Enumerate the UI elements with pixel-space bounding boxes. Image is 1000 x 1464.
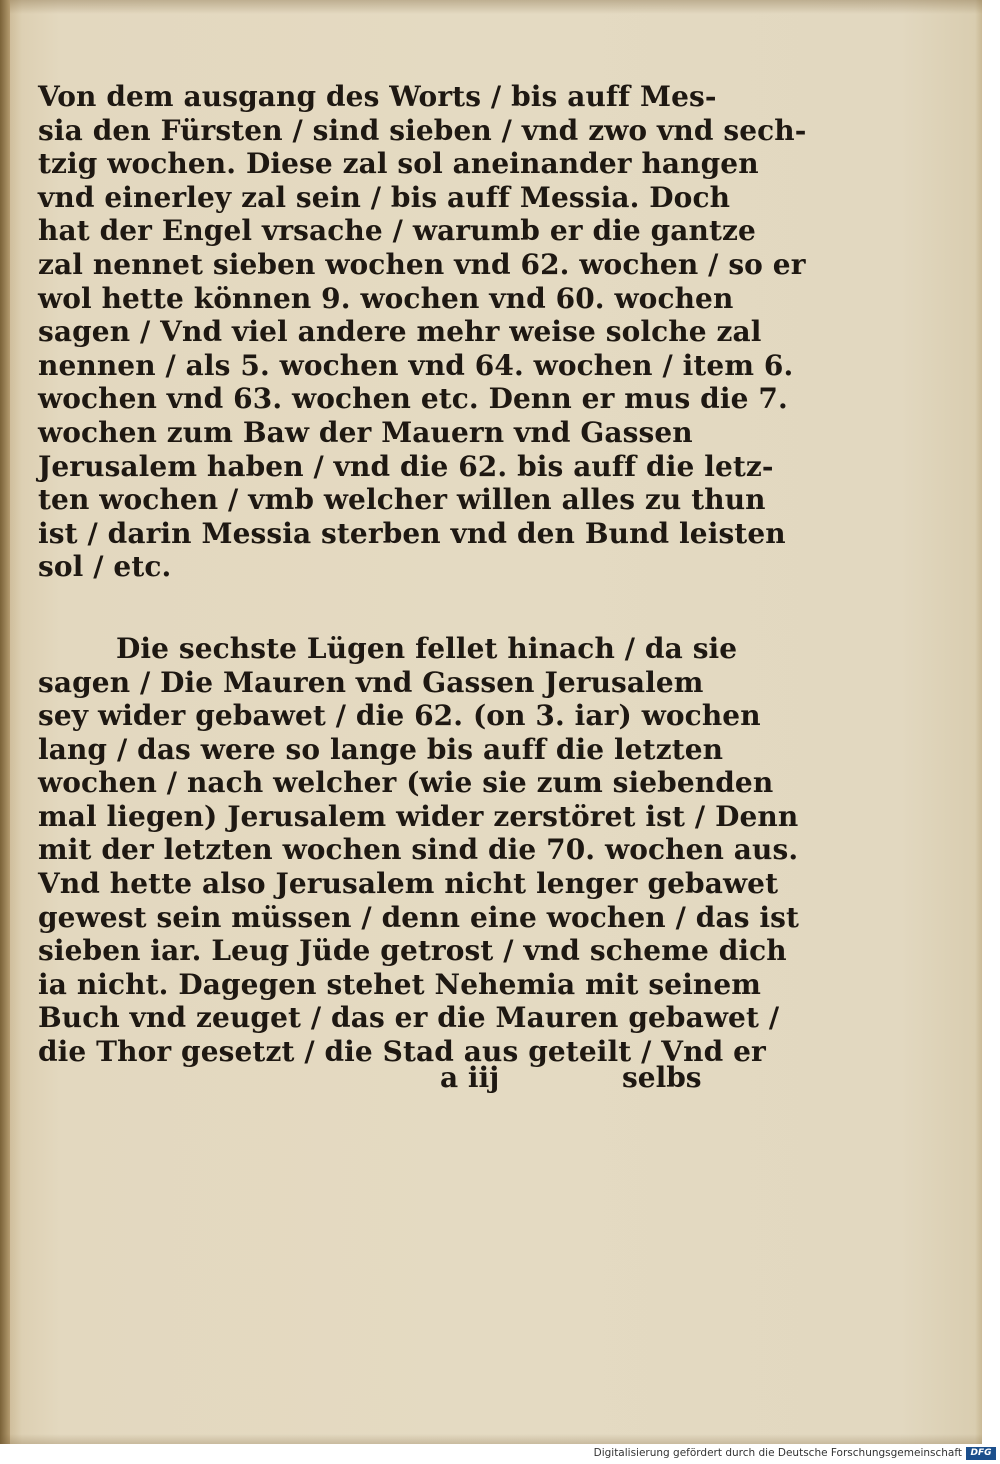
footer-bar	[0, 1444, 1000, 1464]
paragraph-1	[38, 80, 807, 584]
funding-credit: Digitalisierung gefördert durch die Deutsche Forschungsgemeinschaft	[593, 1447, 962, 1459]
text-line: die Thor gesetzt / die Stad aus geteilt / Vnd er	[38, 1035, 766, 1069]
text-line: wol hette können 9. wochen vnd 60. wochen	[38, 281, 734, 315]
text-line: ten wochen / vmb welcher willen alles zu thun	[38, 483, 766, 517]
text-line: sagen / Die Mauren vnd Gassen Jerusalem	[38, 665, 704, 699]
text-line: mal liegen) Jerusalem wider zerstöret ist / Denn	[38, 799, 799, 833]
text-line: sey wider gebawet / die 62. (on 3. iar) wochen	[38, 699, 761, 733]
text-line: ist / darin Messia sterben vnd den Bund leisten	[38, 516, 786, 550]
catchword: selbs	[622, 1061, 702, 1094]
paragraph-gap	[38, 584, 708, 632]
text-line: lang / das were so lange bis auff die letzten	[38, 732, 724, 766]
text-line: hat der Engel vrsache / warumb er die gantze	[38, 214, 756, 248]
page-text	[38, 80, 807, 1069]
text-line: wochen / nach welcher (wie sie zum siebenden	[38, 766, 774, 800]
text-line: Vnd hette also Jerusalem nicht lenger gebawet	[38, 867, 779, 901]
page-bottom-line	[0, 1058, 982, 1098]
signature-mark: a iij	[440, 1061, 500, 1094]
text-line: sagen / Vnd viel andere mehr weise solche zal	[38, 315, 762, 349]
text-line: Die sechste Lügen fellet hinach / da sie	[116, 631, 738, 665]
book-binding-edge	[0, 0, 10, 1444]
text-line: sia den Fürsten / sind sieben / vnd zwo vnd sech-	[38, 113, 807, 147]
text-line: gewest sein müssen / denn eine wochen / das ist	[38, 900, 800, 934]
text-line: zal nennet sieben wochen vnd 62. wochen / so er	[38, 247, 806, 281]
text-line: sieben iar. Leug Jüde getrost / vnd scheme dich	[38, 934, 787, 968]
text-line: sol / etc.	[38, 550, 172, 584]
text-line: Buch vnd zeuget / das er die Mauren gebawet /	[38, 1001, 780, 1035]
text-line: vnd einerley zal sein / bis auff Messia. Doch	[38, 180, 731, 214]
text-line: tzig wochen. Diese zal sol aneinander hangen	[38, 147, 759, 181]
text-line: wochen vnd 63. wochen etc. Denn er mus die 7.	[38, 382, 788, 416]
text-line: mit der letzten wochen sind die 70. wochen aus.	[38, 833, 799, 867]
text-line: Jerusalem haben / vnd die 62. bis auff die letz-	[38, 449, 774, 483]
dfg-logo-icon[interactable]: DFG	[966, 1447, 996, 1460]
text-line: wochen zum Baw der Mauern vnd Gassen	[38, 415, 693, 449]
text-line: ia nicht. Dagegen stehet Nehemia mit seinem	[38, 967, 762, 1001]
paragraph-2	[38, 631, 800, 1069]
text-line: Von dem ausgang des Worts / bis auff Mes-	[38, 80, 717, 113]
text-line: nennen / als 5. wochen vnd 64. wochen / item 6.	[38, 348, 794, 382]
